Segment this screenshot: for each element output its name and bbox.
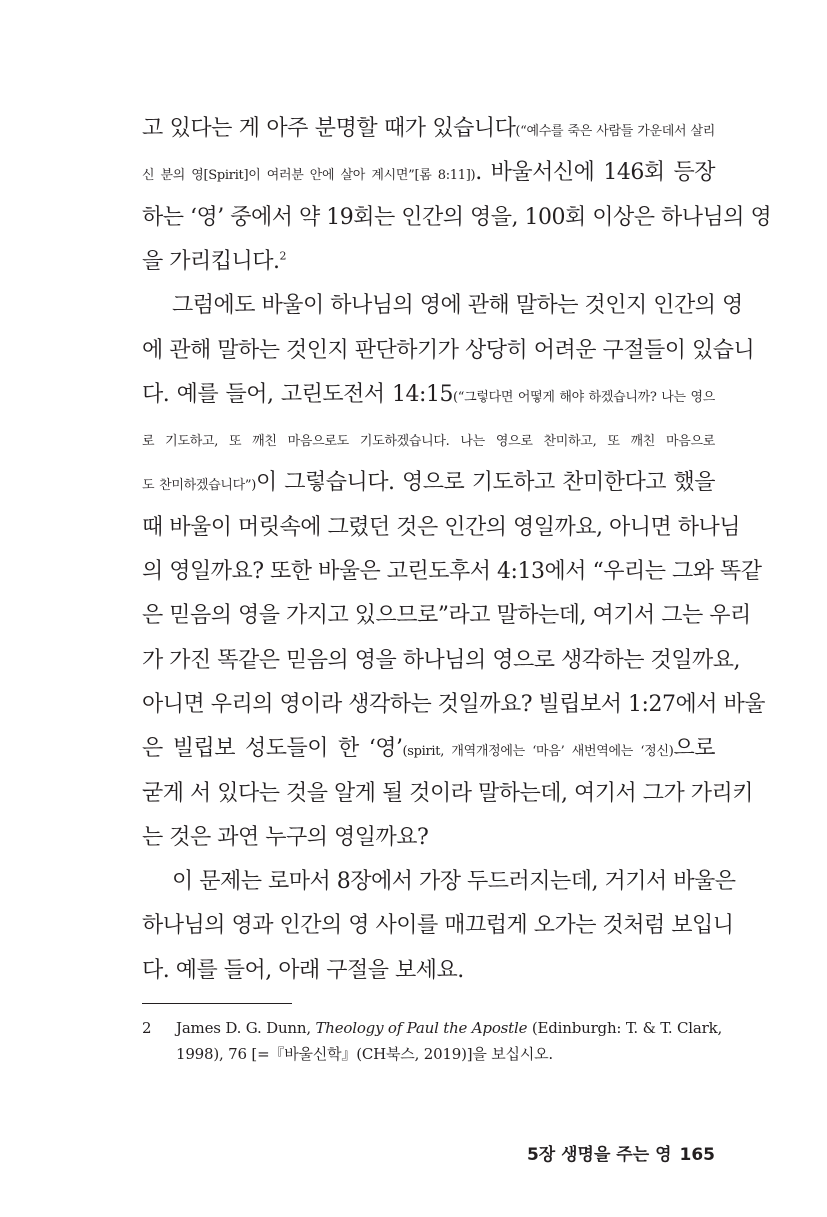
text-span: 하는 ‘영’ 중에서 약 19회는 인간의 영을, 100회 이상은 하나님의 영 [142, 204, 772, 230]
text-span: 아니면 우리의 영이라 생각하는 것일까요? 빌립보서 1:27에서 바울 [142, 691, 765, 717]
text-span: 때 바울이 머릿속에 그렸던 것은 인간의 영일까요, 아니면 하나님 [142, 514, 740, 540]
footnote-number: 2 [142, 1019, 152, 1037]
text-span: 다. 예를 들어, 아래 구절을 보세요. [142, 957, 464, 983]
footnote-title: Theology of Paul the Apostle [315, 1019, 528, 1037]
text-span: 의 영일까요? 또한 바울은 고린도후서 4:13에서 “우리는 그와 똑같 [142, 559, 762, 584]
text-line [142, 683, 765, 727]
text-span: 은 빌립보 성도들이 한 ‘영’ [142, 736, 403, 762]
text-line [142, 417, 715, 461]
text-line [172, 860, 736, 904]
text-span: 하나님의 영과 인간의 영 사이를 매끄럽게 오가는 것처럼 보입니 [142, 913, 734, 939]
inline-citation: (“그렇다면 어떻게 해야 하겠습니까? 나는 영으 [452, 389, 715, 405]
text-span: 다. 예를 들어, 고린도전서 14:15 [142, 381, 453, 407]
text-line [142, 639, 740, 683]
text-line [142, 816, 715, 860]
text-span: 그럼에도 바울이 하나님의 영에 관해 말하는 것인지 인간의 영 [172, 293, 743, 319]
text-span: 굳게 서 있다는 것을 알게 될 것이라 말하는데, 여기서 그가 가리키 [142, 780, 753, 806]
chapter-title: 5장 생명을 주는 영 [526, 1145, 672, 1165]
text-line [142, 949, 715, 993]
text-line [142, 506, 740, 550]
text-line [142, 196, 772, 240]
footnote [142, 1016, 723, 1040]
running-footer [527, 1140, 715, 1165]
footnote-divider [142, 1003, 292, 1004]
text-span: 을 가리킵니다. [142, 248, 280, 274]
page-number: 165 [679, 1145, 715, 1165]
inline-citation: 도 찬미하겠습니다”) [142, 478, 257, 494]
text-span: 으로 [673, 736, 715, 762]
footnote-rest: (Edinburgh: T. & T. Clark, [527, 1019, 723, 1037]
text-line [142, 151, 715, 195]
text-span: 은 믿음의 영을 가지고 있으므로”라고 말하는데, 여기서 그는 우리 [142, 603, 751, 629]
text-line [172, 284, 743, 328]
text-line [142, 240, 715, 284]
text-span: 가 가진 똑같은 믿음의 영을 하나님의 영으로 생각하는 것일까요, [142, 647, 740, 673]
inline-citation: (“예수를 죽은 사람들 가운데서 살리 [515, 124, 715, 139]
text-line [142, 373, 715, 417]
footnote-author: James D. G. Dunn, [176, 1019, 316, 1037]
text-span: . 바울서신에 146회 등장 [475, 160, 715, 186]
text-line [142, 904, 734, 948]
text-span: 고 있다는 게 아주 분명할 때가 있습니다 [142, 116, 516, 141]
footnote-ref: 2 [279, 249, 286, 263]
text-line [142, 594, 751, 638]
inline-citation: 로 기도하고, 또 깨친 마음으로도 기도하겠습니다. 나는 영으로 찬미하고, 또 깨친 마음으로 [142, 434, 715, 450]
text-span: 이 그렇습니다. 영으로 기도하고 찬미한다고 했을 [256, 470, 715, 496]
text-line [142, 107, 715, 151]
text-span: 에 관해 말하는 것인지 판단하기가 상당히 어려운 구절들이 있습니 [142, 337, 755, 363]
inline-citation: (spirit, 개역개정에는 ‘마음’ 새번역에는 ‘정신) [402, 744, 674, 760]
text-line [142, 727, 715, 771]
text-span: 이 문제는 로마서 8장에서 가장 두드러지는데, 거기서 바울은 [172, 869, 736, 895]
text-span: 는 것은 과연 누구의 영일까요? [142, 824, 429, 850]
footnote-line-2: 1998), 76 [=『바울신학』(CH북스, 2019)]을 보십시오. [176, 1045, 553, 1063]
inline-citation: 신 분의 영[Spirit]이 여러분 안에 살아 계시면”[롬 8:11]) [142, 168, 476, 184]
text-line [142, 772, 753, 816]
text-line [142, 461, 715, 505]
text-line [142, 550, 762, 594]
text-line [142, 329, 755, 373]
